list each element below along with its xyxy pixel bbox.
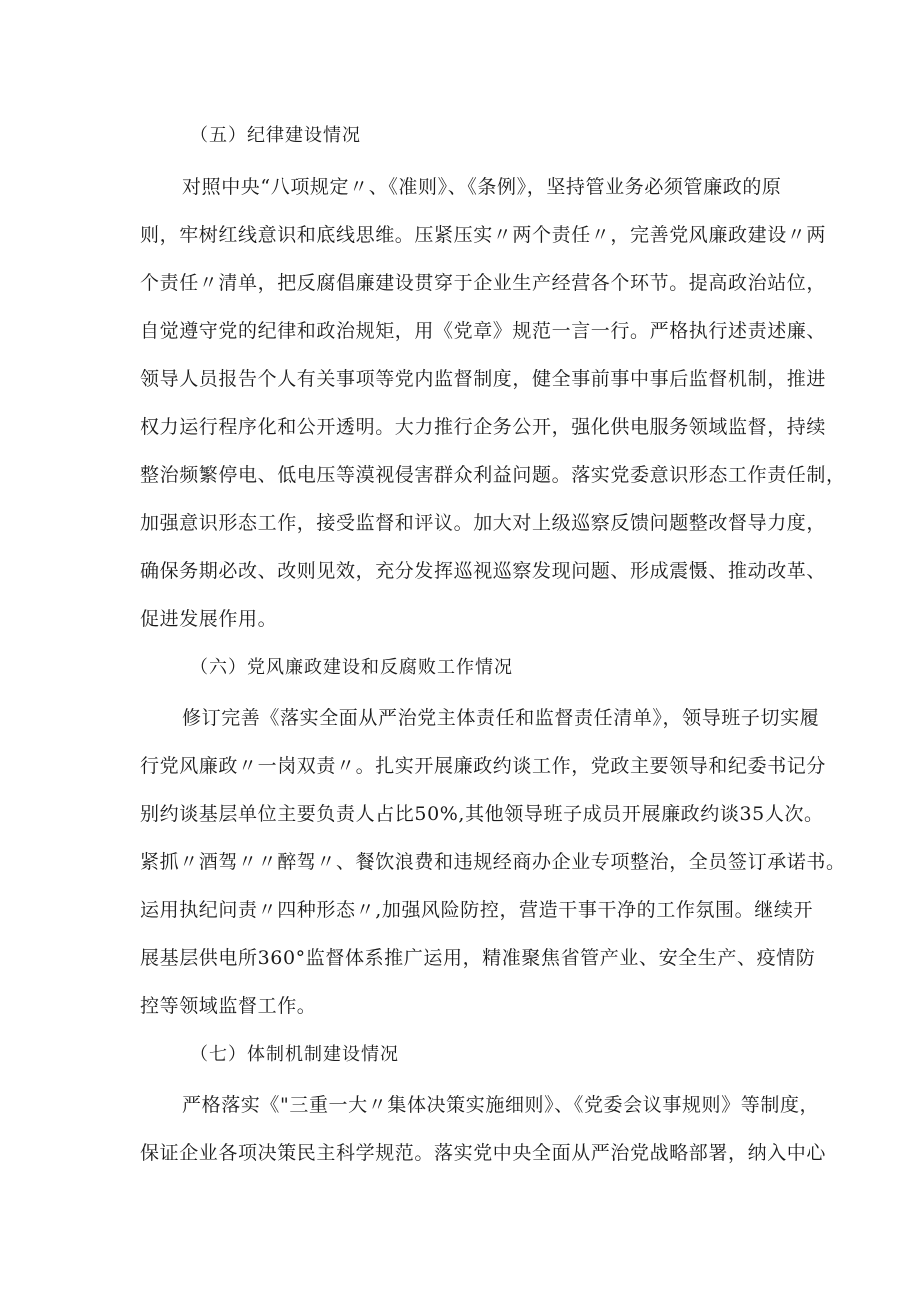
section-heading-5: （五）纪律建设情况 xyxy=(190,125,361,146)
paragraph-line: 确保务期必改、改则见效，充分发挥巡视巡察发现问题、形成震慑、推动改革、 xyxy=(140,560,827,582)
paragraph-line: 别约谈基层单位主要负责人占比50%,其他领导班子成员开展廉政约谈35人次。 xyxy=(140,803,824,825)
paragraph-line: 促进发展作用。 xyxy=(140,608,278,630)
paragraph-line: 保证企业各项决策民主科学规范。落实党中央全面从严治党战略部署，纳入中心 xyxy=(140,1142,827,1164)
paragraph-line: 领导人员报告个人有关事项等党内监督制度，健全事前事中事后监督机制，推进 xyxy=(140,368,827,390)
paragraph-line: 修订完善《落实全面从严治党主体责任和监督责任清单》，领导班子切实履 xyxy=(182,707,820,729)
section-heading-7: （七）体制机制建设情况 xyxy=(190,1044,399,1065)
section-heading-6: （六）党风廉政建设和反腐败工作情况 xyxy=(190,657,513,678)
paragraph-line: 个责任〃清单，把反腐倡廉建设贯穿于企业生产经营各个环节。提高政治站位， xyxy=(140,272,827,294)
paragraph-line: 则，牢树红线意识和底线思维。压紧压实〃两个责任〃，完善党风廉政建设〃两 xyxy=(140,224,827,246)
paragraph-line: 控等领域监督工作。 xyxy=(140,995,317,1017)
paragraph-line: 对照中央“八项规定〃、《准则》、《条例》，坚持管业务必须管廉政的原 xyxy=(182,176,782,198)
paragraph-line: 严格落实《"三重一大〃集体决策实施细则》、《党委会议事规则》等制度， xyxy=(182,1094,820,1116)
paragraph-line: 加强意识形态工作，接受监督和评议。加大对上级巡察反馈问题整改督导力度， xyxy=(140,512,827,534)
paragraph-line: 自觉遵守党的纪律和政治规矩，用《党章》规范一言一行。严格执行述责述廉、 xyxy=(140,320,827,342)
paragraph-line: 运用执纪问责〃四种形态〃,加强风险防控，营造干事干净的工作氛围。继续开 xyxy=(140,899,814,921)
paragraph-line: 紧抓〃酒驾〃〃醉驾〃、餐饮浪费和违规经商办企业专项整治，全员签订承诺书。 xyxy=(140,851,846,873)
paragraph-line: 展基层供电所360°监督体系推广运用，精准聚焦省管产业、安全生产、疫情防 xyxy=(140,947,816,969)
paragraph-line: 行党风廉政〃一岗双责〃。扎实开展廉政约谈工作，党政主要领导和纪委书记分 xyxy=(140,755,827,777)
paragraph-line: 整治频繁停电、低电压等漠视侵害群众利益问题。落实党委意识形态工作责任制， xyxy=(140,464,846,486)
paragraph-line: 权力运行程序化和公开透明。大力推行企务公开，强化供电服务领域监督，持续 xyxy=(140,416,827,438)
